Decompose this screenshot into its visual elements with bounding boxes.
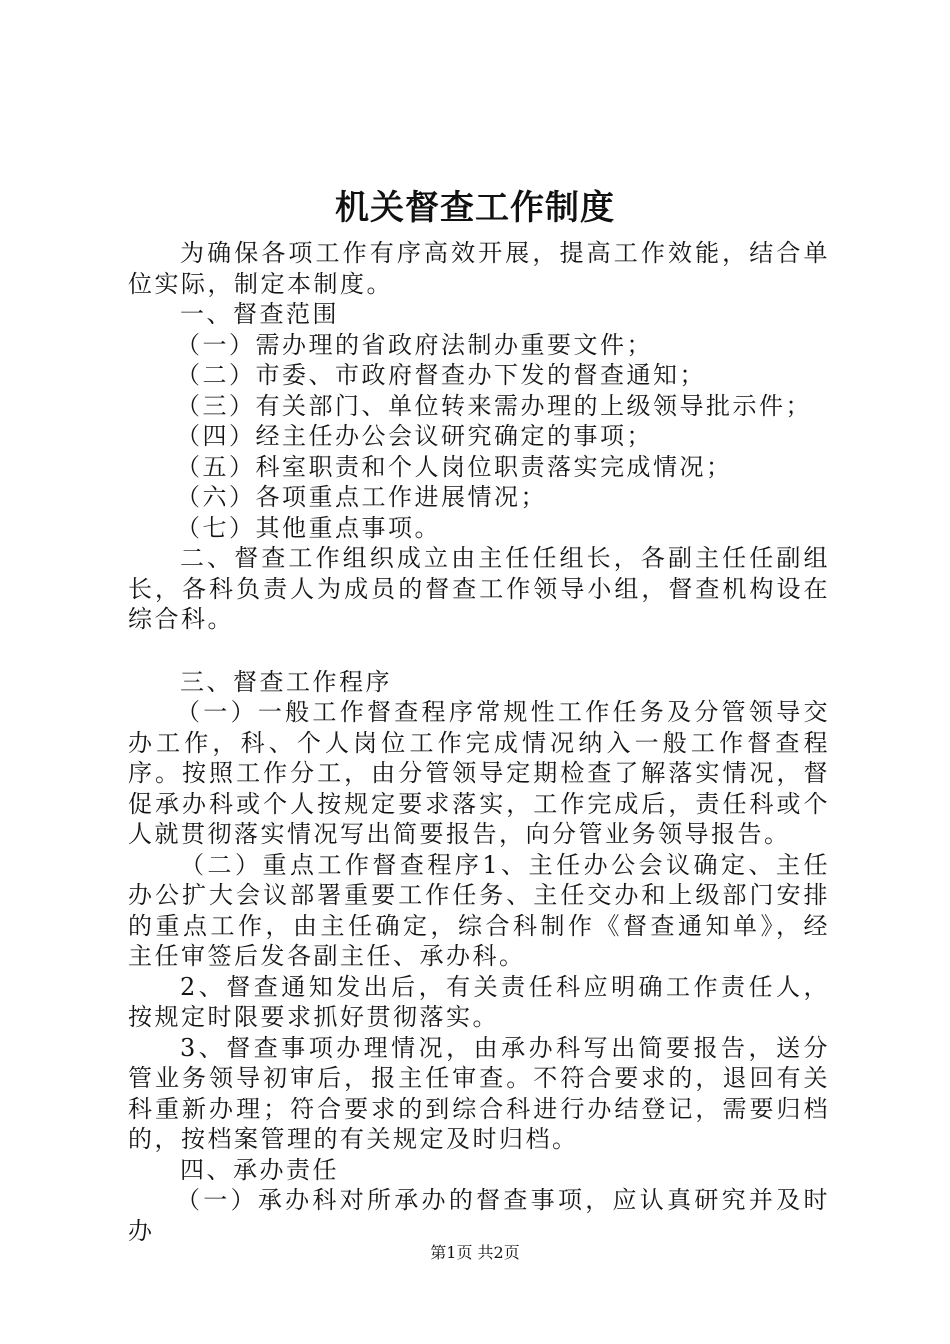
- list-item: （二）市委、市政府督查办下发的督查通知；: [176, 361, 706, 389]
- paragraph-key-procedure: （二）重点工作督查程序1、主任办公会议确定、主任办公扩大会议部署重要工作任务、主任交办和上级部门安排的重点工作，由主任确定，综合科制作《督查通知单》，经主任审签后发各副主任、承办科。: [128, 850, 830, 970]
- list-item: （一）需办理的省政府法制办重要文件；: [176, 330, 653, 359]
- paragraph-step-3: 3、督查事项办理情况，由承办科写出简要报告，送分管业务领导初审后，报主任审查。不符合要求的，退回有关科重新办理；符合要求的到综合科进行办结登记，需要归档的，按档案管理的有关规定及时归档。: [128, 1033, 830, 1153]
- paragraph-responsibility-1: （一）承办科对所承办的督查事项，应认真研究并及时办: [128, 1186, 830, 1245]
- section-paragraph-2: 二、督查工作组织成立由主任任组长，各副主任任副组长，各科负责人为成员的督查工作领导小组，督查机构设在综合科。: [128, 544, 830, 633]
- section-heading-1: 一、督查范围: [180, 300, 339, 328]
- paragraph-spacer: [128, 635, 830, 667]
- list-item: （五）科室职责和个人岗位职责落实完成情况；: [176, 452, 733, 481]
- section-heading-3: 三、督查工作程序: [180, 667, 392, 696]
- list-item: （三）有关部门、单位转来需办理的上级领导批示件；: [176, 391, 812, 420]
- document-title: 机关督查工作制度: [335, 188, 615, 228]
- paragraph-step-2: 2、督查通知发出后，有关责任科应明确工作责任人，按规定时限要求抓好贯彻落实。: [128, 972, 830, 1031]
- paragraph-intro: 为确保各项工作有序高效开展，提高工作效能，结合单位实际，制定本制度。: [128, 239, 830, 298]
- page-number-footer: 第1页 共2页: [430, 1243, 520, 1262]
- list-item: （七）其他重点事项。: [176, 513, 441, 542]
- list-item: （六）各项重点工作进展情况；: [176, 483, 547, 511]
- paragraph-general-procedure: （一）一般工作督查程序常规性工作任务及分管领导交办工作，科、个人岗位工作完成情况纳入一般工作督查程序。按照工作分工，由分管领导定期检查了解落实情况，督促承办科或个人按规定要求落实，工作完成后，责任科或个人就贯彻落实情况写出简要报告，向分管业务领导报告。: [128, 698, 830, 848]
- list-item: （四）经主任办公会议研究确定的事项；: [176, 422, 653, 450]
- document-body: [128, 238, 830, 1246]
- section-heading-4: 四、承办责任: [180, 1155, 339, 1184]
